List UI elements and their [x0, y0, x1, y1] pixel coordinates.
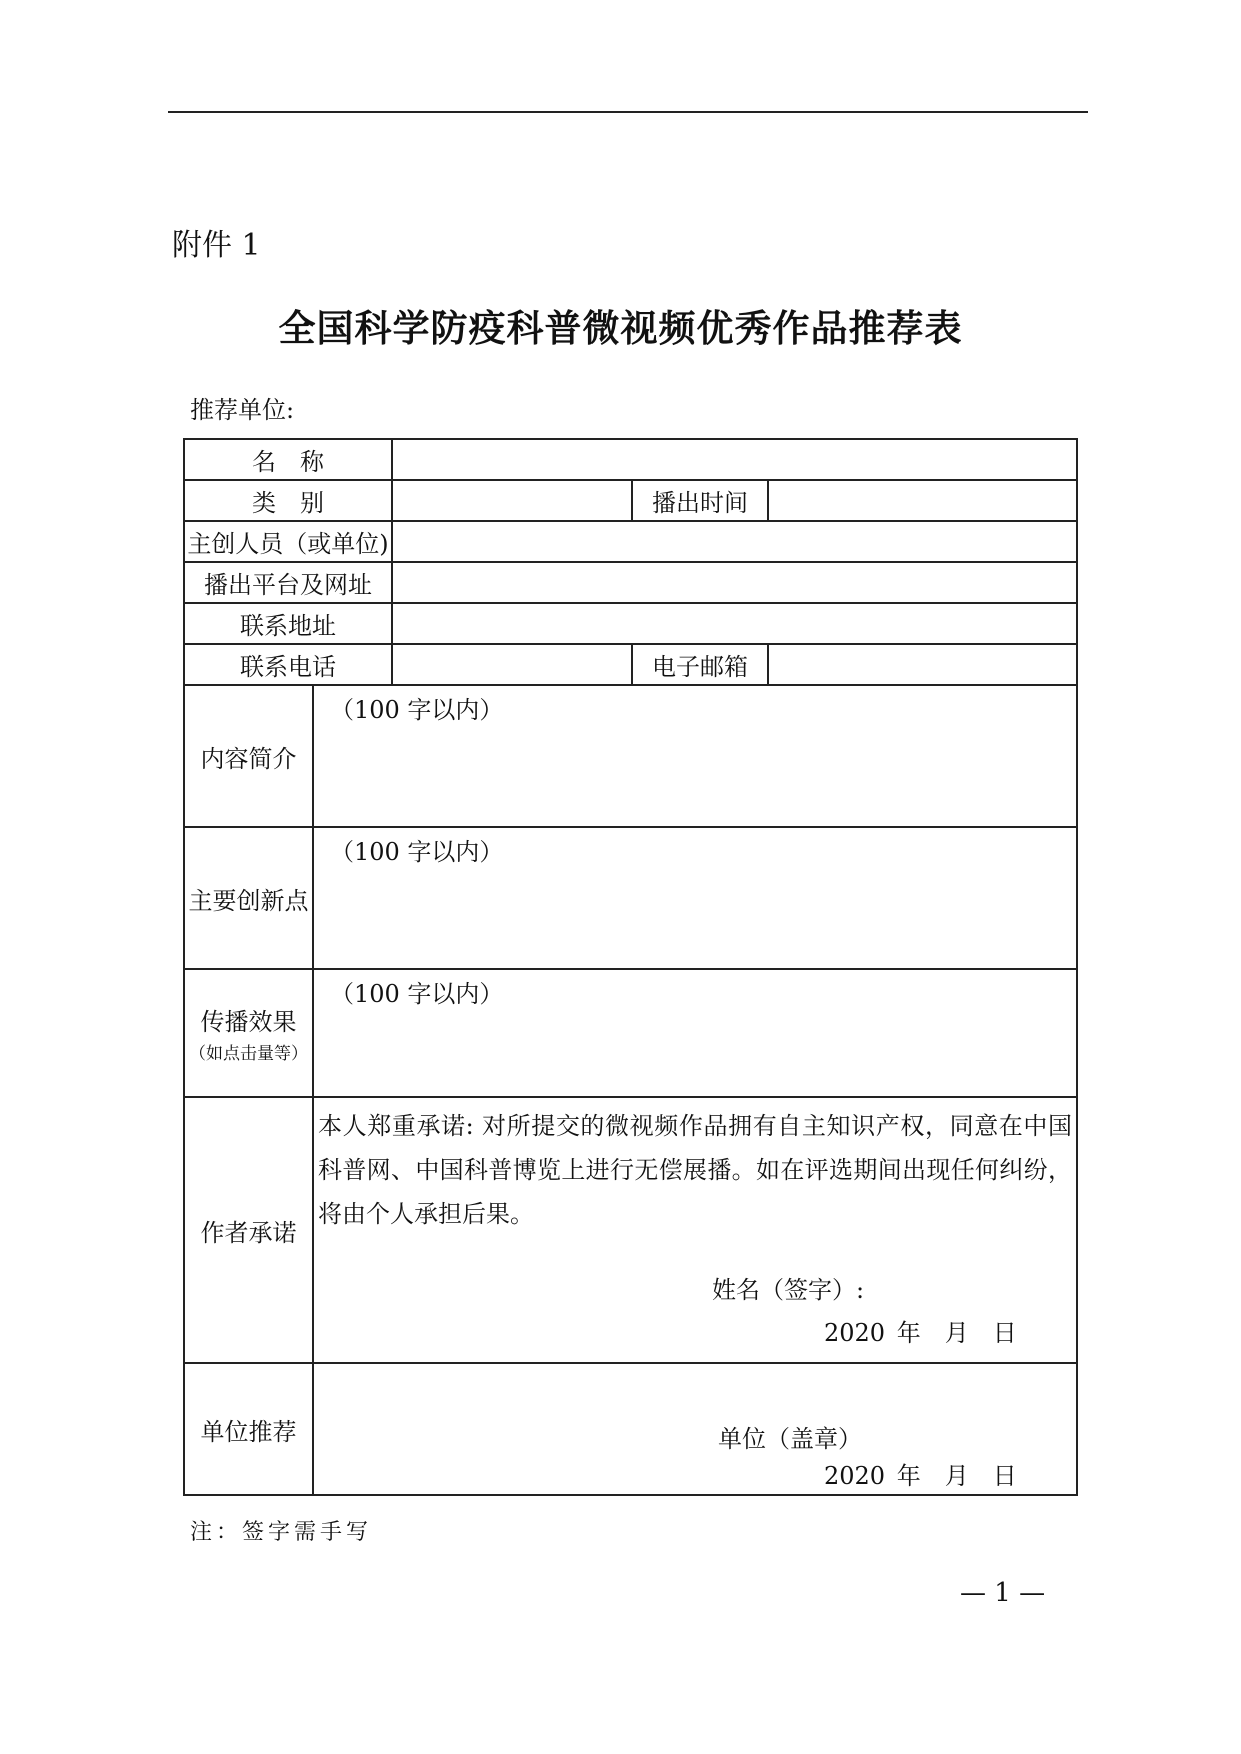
row-address [184, 603, 1077, 644]
email-field[interactable] [768, 644, 1077, 685]
summary-field[interactable]: （100 字以内） [313, 685, 1077, 827]
creator-field[interactable] [392, 521, 1077, 562]
page-title: 全国科学防疫科普微视频优秀作品推荐表 [278, 307, 963, 350]
effect-label: 传播效果 [200, 1008, 297, 1036]
page-number: — 1 — [960, 1578, 1046, 1608]
unit-date[interactable]: 2020 年 月 日 [824, 1462, 1017, 1490]
row-unit [184, 1363, 1077, 1495]
address-field[interactable] [392, 603, 1077, 644]
row-innovation [184, 827, 1077, 969]
creator-label: 主创人员（或单位) [184, 521, 392, 562]
effect-sublabel: （如点击量等） [189, 1044, 308, 1064]
row-summary [184, 685, 1077, 827]
broadcast-time-field[interactable] [768, 480, 1077, 521]
platform-field[interactable] [392, 562, 1077, 603]
name-label: 名 称 [184, 439, 392, 480]
row-name [184, 439, 1077, 480]
name-field[interactable] [392, 439, 1077, 480]
address-label: 联系地址 [184, 603, 392, 644]
phone-field[interactable] [392, 644, 632, 685]
signature-label[interactable]: 姓名（签字）: [712, 1276, 865, 1304]
seal-label[interactable]: 单位（盖章） [718, 1425, 862, 1453]
row-pledge [184, 1097, 1077, 1363]
category-label: 类 别 [184, 480, 392, 521]
pledge-label: 作者承诺 [184, 1097, 313, 1363]
row-platform [184, 562, 1077, 603]
unit-cell [313, 1363, 1077, 1495]
innovation-field[interactable]: （100 字以内） [313, 827, 1077, 969]
email-label: 电子邮箱 [632, 644, 768, 685]
pledge-cell [313, 1097, 1077, 1363]
unit-label: 单位推荐 [184, 1363, 313, 1495]
header-rule [168, 111, 1088, 113]
pledge-text: 本人郑重承诺: 对所提交的微视频作品拥有自主知识产权，同意在中国科普网、中国科普博览上进行无偿展播。如在评选期间出现任何纠纷，将由个人承担后果。 [318, 1112, 1073, 1228]
broadcast-time-label: 播出时间 [632, 480, 768, 521]
footnote: 注：签字需手写 [190, 1520, 373, 1545]
row-creator [184, 521, 1077, 562]
platform-label: 播出平台及网址 [184, 562, 392, 603]
summary-label: 内容简介 [184, 685, 313, 827]
pledge-date[interactable]: 2020 年 月 日 [824, 1319, 1017, 1347]
category-field[interactable] [392, 480, 632, 521]
attachment-label: 附件 1 [172, 228, 261, 263]
row-effect [184, 969, 1077, 1097]
row-category [184, 480, 1077, 521]
innovation-label: 主要创新点 [184, 827, 313, 969]
recommendation-form [183, 438, 1078, 1496]
phone-label: 联系电话 [184, 644, 392, 685]
effect-label-cell [184, 969, 313, 1097]
recommender-label: 推荐单位: [190, 396, 295, 424]
row-phone [184, 644, 1077, 685]
effect-field[interactable]: （100 字以内） [313, 969, 1077, 1097]
